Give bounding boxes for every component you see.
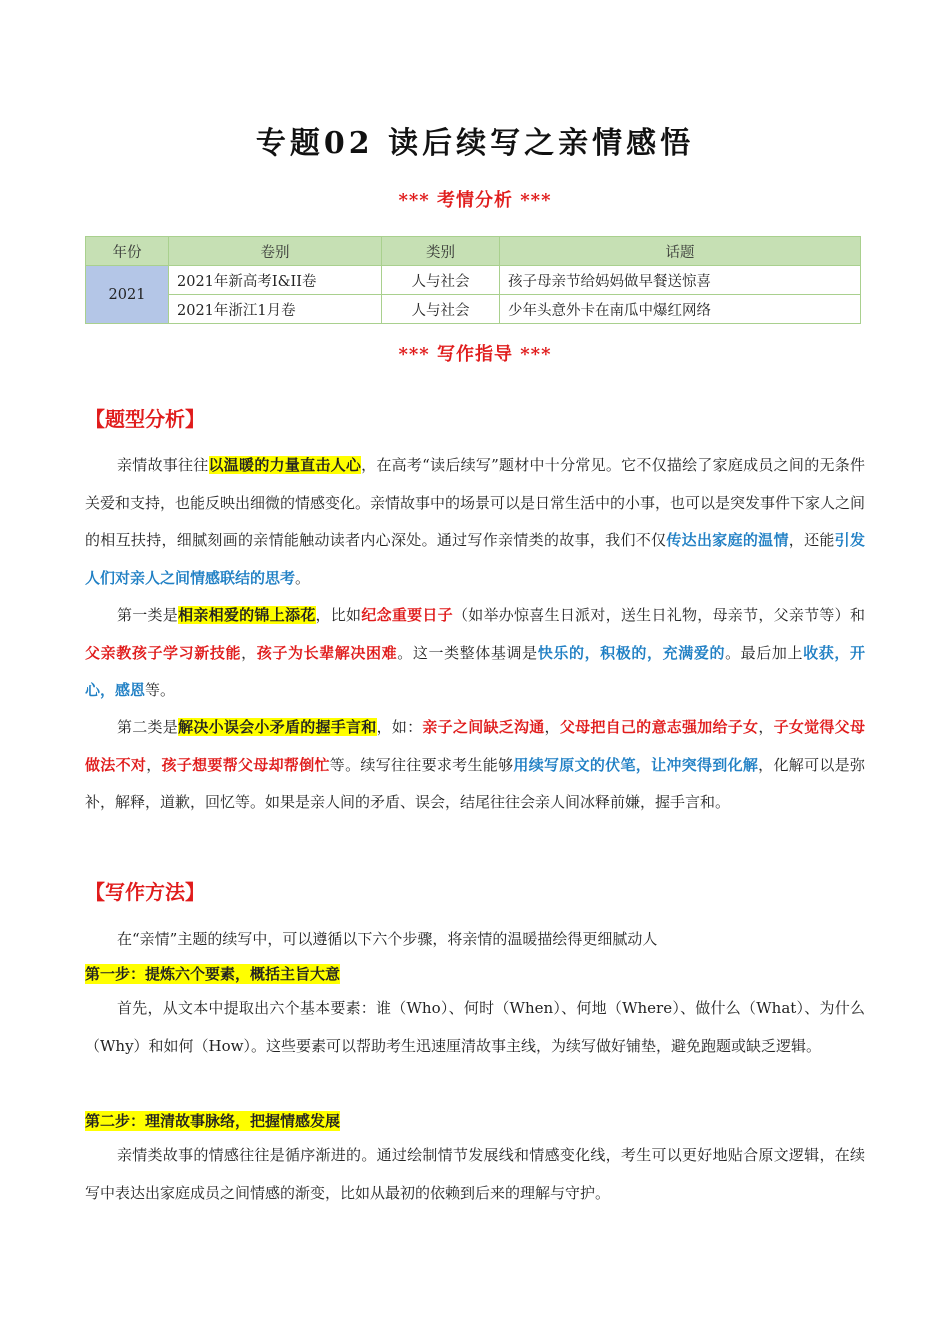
- text: ，化解可以是弥补，解释，道歉，回忆等。如果是亲人间的矛盾、误会，结尾往往会亲人间冰释前嫌，握手言和。: [85, 755, 865, 811]
- text: 。最后加上: [725, 643, 804, 662]
- step-one-heading: 第一步：提炼六个要素，概括主旨大意: [85, 965, 341, 983]
- emphasis: 孩子为长辈解决困难: [256, 643, 398, 662]
- paper-cell: 2021年新高考I&II卷: [169, 266, 382, 295]
- emphasis: 孩子想要帮父母却帮倒忙: [161, 755, 330, 774]
- text: （如举办惊喜生日派对，送生日礼物，母亲节，父亲节等）和: [452, 606, 865, 624]
- text: 等。续写往往要求考生能够: [329, 755, 514, 774]
- text: 亲情类故事的情感往往是循序渐进的。通过绘制情节发展线和情感变化线，考生可以更好地贴合原文逻辑，在续写中表达出家庭成员之间情感的渐变，比如从最初的依赖到后来的理解与守护。: [85, 1146, 865, 1202]
- emphasis: 亲子之间缺乏沟通: [422, 718, 545, 736]
- header-topic: 话题: [500, 237, 861, 266]
- emphasis: 收获，开心，感恩: [85, 643, 865, 699]
- table-row: [86, 295, 861, 324]
- section-heading-analysis: *** 考情分析 ***: [398, 190, 552, 211]
- year-cell: 2021: [86, 266, 169, 324]
- table-row: [86, 266, 861, 295]
- emphasis: 纪念重要日子: [361, 606, 453, 624]
- page-title: 专题02 读后续写之亲情感悟: [255, 126, 695, 161]
- text: ，: [758, 718, 774, 736]
- paragraph-method-intro: [85, 921, 865, 959]
- emphasis: 父亲教孩子学习新技能: [85, 643, 242, 662]
- topic-cell: 少年头意外卡在南瓜中爆红网络: [500, 295, 861, 324]
- text: 第二类是: [117, 718, 179, 736]
- highlight: 以温暖的力量直击人心: [208, 456, 362, 474]
- text: ，如：: [376, 718, 423, 736]
- emphasis: 父母把自己的意志强加给子女: [559, 718, 759, 736]
- heading-question-type: 【题型分析】: [85, 407, 205, 431]
- text: ，还能: [788, 531, 835, 549]
- emphasis: 子女觉得父母做法不对: [85, 718, 865, 774]
- text: 。这一类整体基调是: [397, 643, 538, 662]
- text: ，比如: [315, 606, 362, 624]
- emphasis: 引发人们对亲人之间情感联结的思考: [85, 531, 865, 587]
- paragraph-type-one: [85, 597, 865, 710]
- category-cell: 人与社会: [382, 295, 500, 324]
- text: 亲情故事往往: [117, 456, 209, 474]
- header-paper: 卷别: [169, 237, 382, 266]
- paragraph-step-two: [85, 1137, 865, 1212]
- paper-cell: 2021年浙江1月卷: [169, 295, 382, 324]
- section-heading-guidance: *** 写作指导 ***: [398, 344, 552, 365]
- category-cell: 人与社会: [382, 266, 500, 295]
- text: ，在高考“读后续写”题材中十分常见。它不仅描绘了家庭成员之间的无条件关爱和支持，也能反映出细微的情感变化。亲情故事中的场景可以是日常生活中的小事，也可以是突发事件下家人之间的相互扶持，细腻刻画的亲情能触动读者内心深处。通过写作亲情类的故事，我们不仅: [85, 456, 866, 549]
- exam-table: [85, 236, 861, 324]
- emphasis: 用续写原文的伏笔，让冲突得到化解: [513, 755, 759, 774]
- emphasis: 传达出家庭的温情: [666, 531, 789, 549]
- highlight: 相亲相爱的锦上添花: [178, 606, 316, 624]
- text: 等。: [145, 681, 176, 699]
- step-two-heading: 第二步：理清故事脉络，把握情感发展: [85, 1112, 341, 1130]
- emphasis: 快乐的，积极的，充满爱的: [537, 643, 726, 662]
- heading-writing-method: 【写作方法】: [85, 880, 205, 904]
- paragraph-intro: [85, 447, 865, 597]
- header-category: 类别: [382, 237, 500, 266]
- text: ，: [544, 718, 560, 736]
- text: 第一类是: [117, 606, 179, 624]
- text: 在“亲情”主题的续写中，可以遵循以下六个步骤，将亲情的温暖描绘得更细腻动人: [117, 930, 658, 948]
- topic-cell: 孩子母亲节给妈妈做早餐送惊喜: [500, 266, 861, 295]
- highlight: 解决小误会小矛盾的握手言和: [178, 718, 377, 736]
- text: 。: [295, 568, 311, 587]
- paragraph-step-one: [85, 990, 865, 1065]
- paragraph-type-two: [85, 709, 865, 822]
- text: 首先，从文本中提取出六个基本要素：谁（Who）、何时（When）、何地（Where）、做什么（What）、为什么（Why）和如何（How）。这些要素可以帮助考生迅速厘清故事主线，为续写做好铺垫，避免跑题或缺乏逻辑。: [85, 999, 865, 1055]
- table-header-row: [86, 237, 861, 266]
- text: ，: [241, 643, 257, 662]
- text: ，: [146, 755, 162, 774]
- header-year: 年份: [86, 237, 169, 266]
